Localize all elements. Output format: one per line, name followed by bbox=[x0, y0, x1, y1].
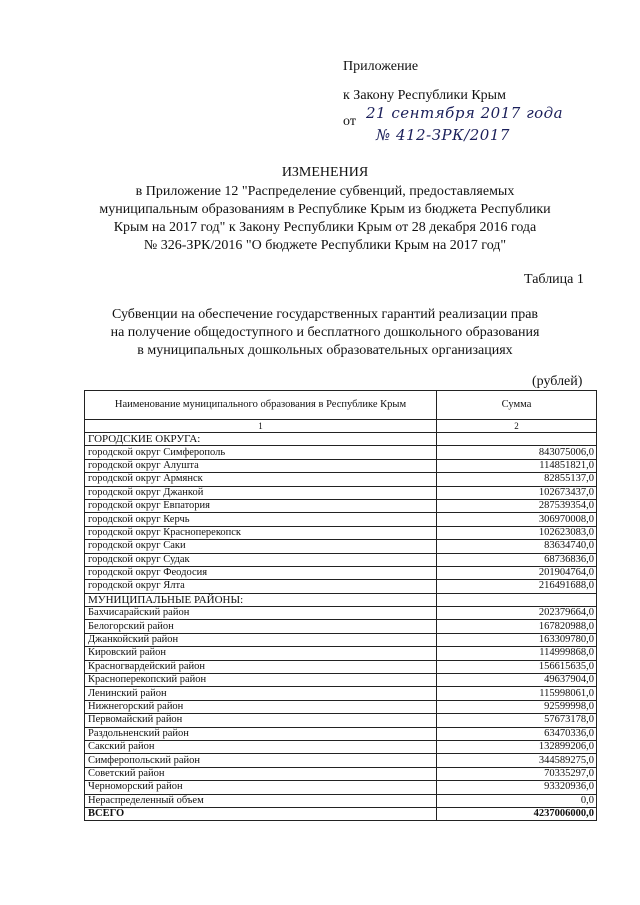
amount-cell: 70335297,0 bbox=[437, 767, 597, 780]
amount-cell: 132899206,0 bbox=[437, 740, 597, 753]
amount-cell: 63470336,0 bbox=[437, 727, 597, 740]
municipality-name: городской округ Симферополь bbox=[85, 446, 437, 459]
handwritten-number: № 412-ЗРК/2017 bbox=[376, 126, 510, 144]
municipality-name: городской округ Джанкой bbox=[85, 486, 437, 499]
amount-cell: 114999868,0 bbox=[437, 647, 597, 660]
unit-label: (рублей) bbox=[532, 374, 583, 389]
group-label: ГОРОДСКИЕ ОКРУГА: bbox=[85, 433, 437, 446]
subtitle-line-2: на получение общедоступного и бесплатного дошкольного образования bbox=[110, 325, 540, 340]
table-header-row bbox=[85, 391, 597, 420]
municipality-name: Красноперекопский район bbox=[85, 674, 437, 687]
table-row bbox=[85, 580, 597, 593]
table-row bbox=[85, 740, 597, 753]
municipality-name: городской округ Судак bbox=[85, 553, 437, 566]
municipality-name: Белогорский район bbox=[85, 620, 437, 633]
amount-cell: 102673437,0 bbox=[437, 486, 597, 499]
municipality-name: Бахчисарайский район bbox=[85, 607, 437, 620]
table-label: Таблица 1 bbox=[524, 272, 584, 287]
header-law-ref: к Закону Республики Крым bbox=[343, 88, 506, 103]
amount-cell: 92599998,0 bbox=[437, 700, 597, 713]
table-row bbox=[85, 486, 597, 499]
table-row bbox=[85, 674, 597, 687]
table-row bbox=[85, 566, 597, 579]
municipality-name: Джанкойский район bbox=[85, 633, 437, 646]
subtitle-line-3: в муниципальных дошкольных образовательных организациях bbox=[137, 343, 513, 358]
col-number-1: 1 bbox=[85, 420, 437, 433]
amount-cell: 83634740,0 bbox=[437, 540, 597, 553]
table-row bbox=[85, 633, 597, 646]
table-body bbox=[85, 433, 597, 808]
municipality-name: городской округ Алушта bbox=[85, 459, 437, 472]
municipality-name: городской округ Евпатория bbox=[85, 499, 437, 512]
table-number-row bbox=[85, 420, 597, 433]
table-row bbox=[85, 607, 597, 620]
amount-cell: 306970008,0 bbox=[437, 513, 597, 526]
table-row bbox=[85, 714, 597, 727]
table-row bbox=[85, 499, 597, 512]
municipality-name: Кировский район bbox=[85, 647, 437, 660]
amount-cell: 57673178,0 bbox=[437, 714, 597, 727]
table-row bbox=[85, 553, 597, 566]
table-row bbox=[85, 620, 597, 633]
municipality-name: городской округ Ялта bbox=[85, 580, 437, 593]
table-row bbox=[85, 459, 597, 472]
municipality-name: городской округ Красноперекопск bbox=[85, 526, 437, 539]
header-date-prefix: от bbox=[343, 114, 356, 129]
amount-cell: 49637904,0 bbox=[437, 674, 597, 687]
amount-cell: 216491688,0 bbox=[437, 580, 597, 593]
amount-cell: 843075006,0 bbox=[437, 446, 597, 459]
amount-cell: 156615635,0 bbox=[437, 660, 597, 673]
total-label: ВСЕГО bbox=[85, 807, 437, 820]
municipality-name: Черноморский район bbox=[85, 781, 437, 794]
table-row bbox=[85, 767, 597, 780]
subtitle-line-1: Субвенции на обеспечение государственных гарантий реализации прав bbox=[111, 307, 539, 322]
municipality-name: Первомайский район bbox=[85, 714, 437, 727]
municipality-name: городской округ Керчь bbox=[85, 513, 437, 526]
table-row bbox=[85, 794, 597, 807]
group-row bbox=[85, 433, 597, 446]
municipality-name: Раздольненский район bbox=[85, 727, 437, 740]
amount-cell: 102623083,0 bbox=[437, 526, 597, 539]
municipality-name: Симферопольский район bbox=[85, 754, 437, 767]
group-label: МУНИЦИПАЛЬНЫЕ РАЙОНЫ: bbox=[85, 593, 437, 606]
subvention-table bbox=[84, 390, 597, 821]
col-header-amount: Сумма bbox=[437, 391, 597, 420]
table-row bbox=[85, 727, 597, 740]
amount-cell: 115998061,0 bbox=[437, 687, 597, 700]
table-row bbox=[85, 647, 597, 660]
handwritten-date: 21 сентября 2017 года bbox=[366, 104, 564, 122]
amount-cell: 287539354,0 bbox=[437, 499, 597, 512]
title-line-4: № 326-ЗРК/2016 "О бюджете Республики Крым на 2017 год" bbox=[143, 238, 507, 253]
table-row bbox=[85, 754, 597, 767]
amount-cell bbox=[437, 433, 597, 446]
table-row bbox=[85, 700, 597, 713]
municipality-name: Нижнегорский район bbox=[85, 700, 437, 713]
total-amount: 4237006000,0 bbox=[437, 807, 597, 820]
municipality-name: Сакский район bbox=[85, 740, 437, 753]
amount-cell: 93320936,0 bbox=[437, 781, 597, 794]
amount-cell: 68736836,0 bbox=[437, 553, 597, 566]
table-row bbox=[85, 781, 597, 794]
amount-cell bbox=[437, 593, 597, 606]
amount-cell: 82855137,0 bbox=[437, 473, 597, 486]
title-line-1: в Приложение 12 "Распределение субвенций, предоставляемых bbox=[135, 184, 515, 199]
municipality-name: городской округ Феодосия bbox=[85, 566, 437, 579]
municipality-name: городской округ Армянск bbox=[85, 473, 437, 486]
municipality-name: Нераспределенный объем bbox=[85, 794, 437, 807]
col-header-name: Наименование муниципального образования в Республике Крым bbox=[85, 391, 437, 420]
table-row bbox=[85, 687, 597, 700]
group-row bbox=[85, 593, 597, 606]
amount-cell: 201904764,0 bbox=[437, 566, 597, 579]
amount-cell: 344589275,0 bbox=[437, 754, 597, 767]
document-title: ИЗМЕНЕНИЯ bbox=[281, 165, 369, 180]
header-appendix: Приложение bbox=[343, 59, 419, 74]
amount-cell: 202379664,0 bbox=[437, 607, 597, 620]
amount-cell: 0,0 bbox=[437, 794, 597, 807]
table-row bbox=[85, 446, 597, 459]
table-row bbox=[85, 526, 597, 539]
municipality-name: Красногвардейский район bbox=[85, 660, 437, 673]
title-line-2: муниципальным образованиям в Республике Крым из бюджета Республики bbox=[99, 202, 551, 217]
title-line-3: Крым на 2017 год" к Закону Республики Крым от 28 декабря 2016 года bbox=[113, 220, 537, 235]
col-number-2: 2 bbox=[437, 420, 597, 433]
amount-cell: 114851821,0 bbox=[437, 459, 597, 472]
municipality-name: Советский район bbox=[85, 767, 437, 780]
municipality-name: городской округ Саки bbox=[85, 540, 437, 553]
table-row bbox=[85, 660, 597, 673]
municipality-name: Ленинский район bbox=[85, 687, 437, 700]
amount-cell: 167820988,0 bbox=[437, 620, 597, 633]
table-row bbox=[85, 513, 597, 526]
amount-cell: 163309780,0 bbox=[437, 633, 597, 646]
table-row bbox=[85, 540, 597, 553]
table-row bbox=[85, 473, 597, 486]
total-row bbox=[85, 807, 597, 820]
